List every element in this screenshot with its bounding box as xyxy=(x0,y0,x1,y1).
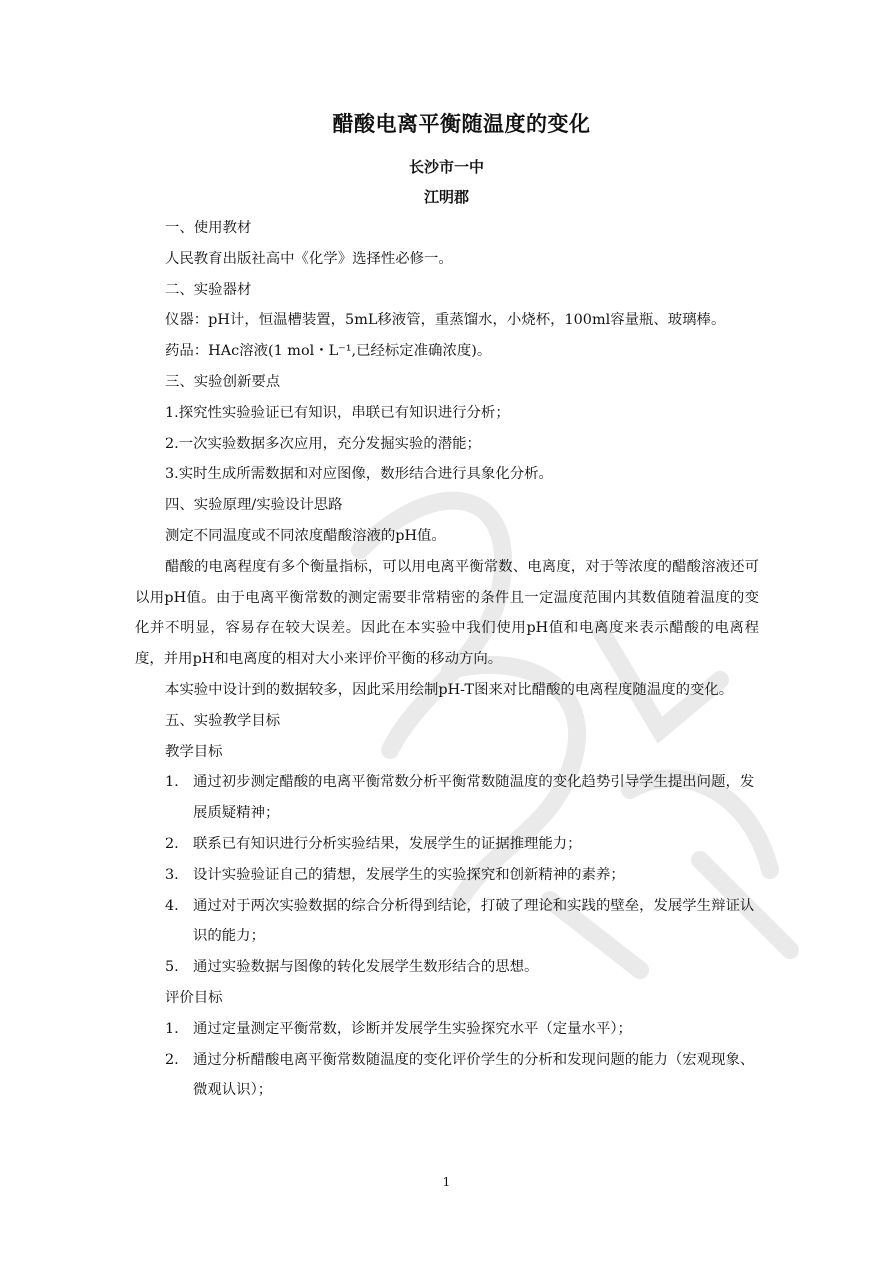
list-text: 通过对于两次实验数据的综合分析得到结论，打破了理论和实践的壁垒，发展学生辩证认识的能力； xyxy=(193,897,755,945)
section-heading-principle: 四、实验原理/实验设计思路 xyxy=(165,497,343,514)
list-text: 通过初步测定醋酸的电离平衡常数分析平衡常数随温度的变化趋势引导学生提出问题，发展质疑精神； xyxy=(193,774,755,822)
list-number: 5. xyxy=(165,959,179,976)
list-text: 通过实验数据与图像的转化发展学生数形结合的思想。 xyxy=(193,959,539,976)
innovation-item: 2.一次实验数据多次应用，充分发掘实验的潜能； xyxy=(165,435,481,452)
list-text: 联系已有知识进行分析实验结果，发展学生的证据推理能力； xyxy=(193,835,582,852)
list-number: 2. xyxy=(165,835,179,852)
list-text: 设计实验验证自己的猜想，发展学生的实验探究和创新精神的素养； xyxy=(193,866,625,883)
section-heading-textbook: 一、使用教材 xyxy=(165,220,252,236)
principle-line: 测定不同温度或不同浓度醋酸溶液的pH值。 xyxy=(165,527,446,544)
document-body xyxy=(135,213,759,1106)
textbook-text: 人民教育出版社高中《化学》选择性必修一。 xyxy=(165,250,453,267)
list-number: 3. xyxy=(165,866,179,883)
list-number: 1. xyxy=(165,774,179,791)
evaluation-goals-label: 评价目标 xyxy=(165,989,223,1006)
list-item xyxy=(135,952,759,983)
school-name: 长沙市一中 xyxy=(408,158,484,176)
page-number: 1 xyxy=(442,1175,451,1189)
section-heading-equipment: 二、实验器材 xyxy=(165,281,252,298)
list-number: 2. xyxy=(165,1051,179,1068)
list-number: 4. xyxy=(165,897,179,914)
instruments-text: 仪器：pH计，恒温槽装置，5mL移液管，重蒸馏水，小烧杯，100ml容量瓶、玻璃棒。 xyxy=(165,312,726,329)
reagents-text: 药品：HAc溶液(1 mol・L⁻¹,已经标定准确浓度)。 xyxy=(165,343,492,360)
section-heading-goals: 五、实验教学目标 xyxy=(165,712,281,729)
list-text: 通过分析醋酸电离平衡常数随温度的变化评价学生的分析和发现问题的能力（宏观现象、微观认识）； xyxy=(193,1051,755,1099)
list-item xyxy=(135,1045,759,1107)
innovation-item: 3.实时生成所需数据和对应图像，数形结合进行具象化分析。 xyxy=(165,466,553,483)
list-item xyxy=(135,829,759,860)
innovation-item: 1.探究性实验验证已有知识，串联已有知识进行分析； xyxy=(165,404,510,421)
author-name: 江明郡 xyxy=(423,188,469,206)
list-item xyxy=(135,860,759,891)
list-item xyxy=(135,1014,759,1045)
teaching-goals-label: 教学目标 xyxy=(165,743,223,760)
list-number: 1. xyxy=(165,1020,179,1037)
list-text: 通过定量测定平衡常数，诊断并发展学生实验探究水平（定量水平）； xyxy=(193,1020,632,1037)
section-heading-innovation: 三、实验创新要点 xyxy=(165,373,281,390)
document-title: 醋酸电离平衡随温度的变化 xyxy=(332,112,591,136)
principle-paragraph: 本实验中设计到的数据较多，因此采用绘制pH-T图来对比醋酸的电离程度随温度的变化。 xyxy=(165,681,734,698)
list-item xyxy=(135,891,759,953)
list-item xyxy=(135,767,759,829)
principle-paragraph: 醋酸的电离程度有多个衡量指标，可以用电离平衡常数、电离度，对于等浓度的醋酸溶液还可以用pH值。由于电离平衡常数的测定需要非常精密的条件且一定温度范围内其数值随着温度的变化并不明显，容易存在较大误差。因此在本实验中我们使用pH值和电离度来表示醋酸的电离程度，并用pH和电离度的相对大小来评价平衡的移动方向。 xyxy=(135,558,759,668)
